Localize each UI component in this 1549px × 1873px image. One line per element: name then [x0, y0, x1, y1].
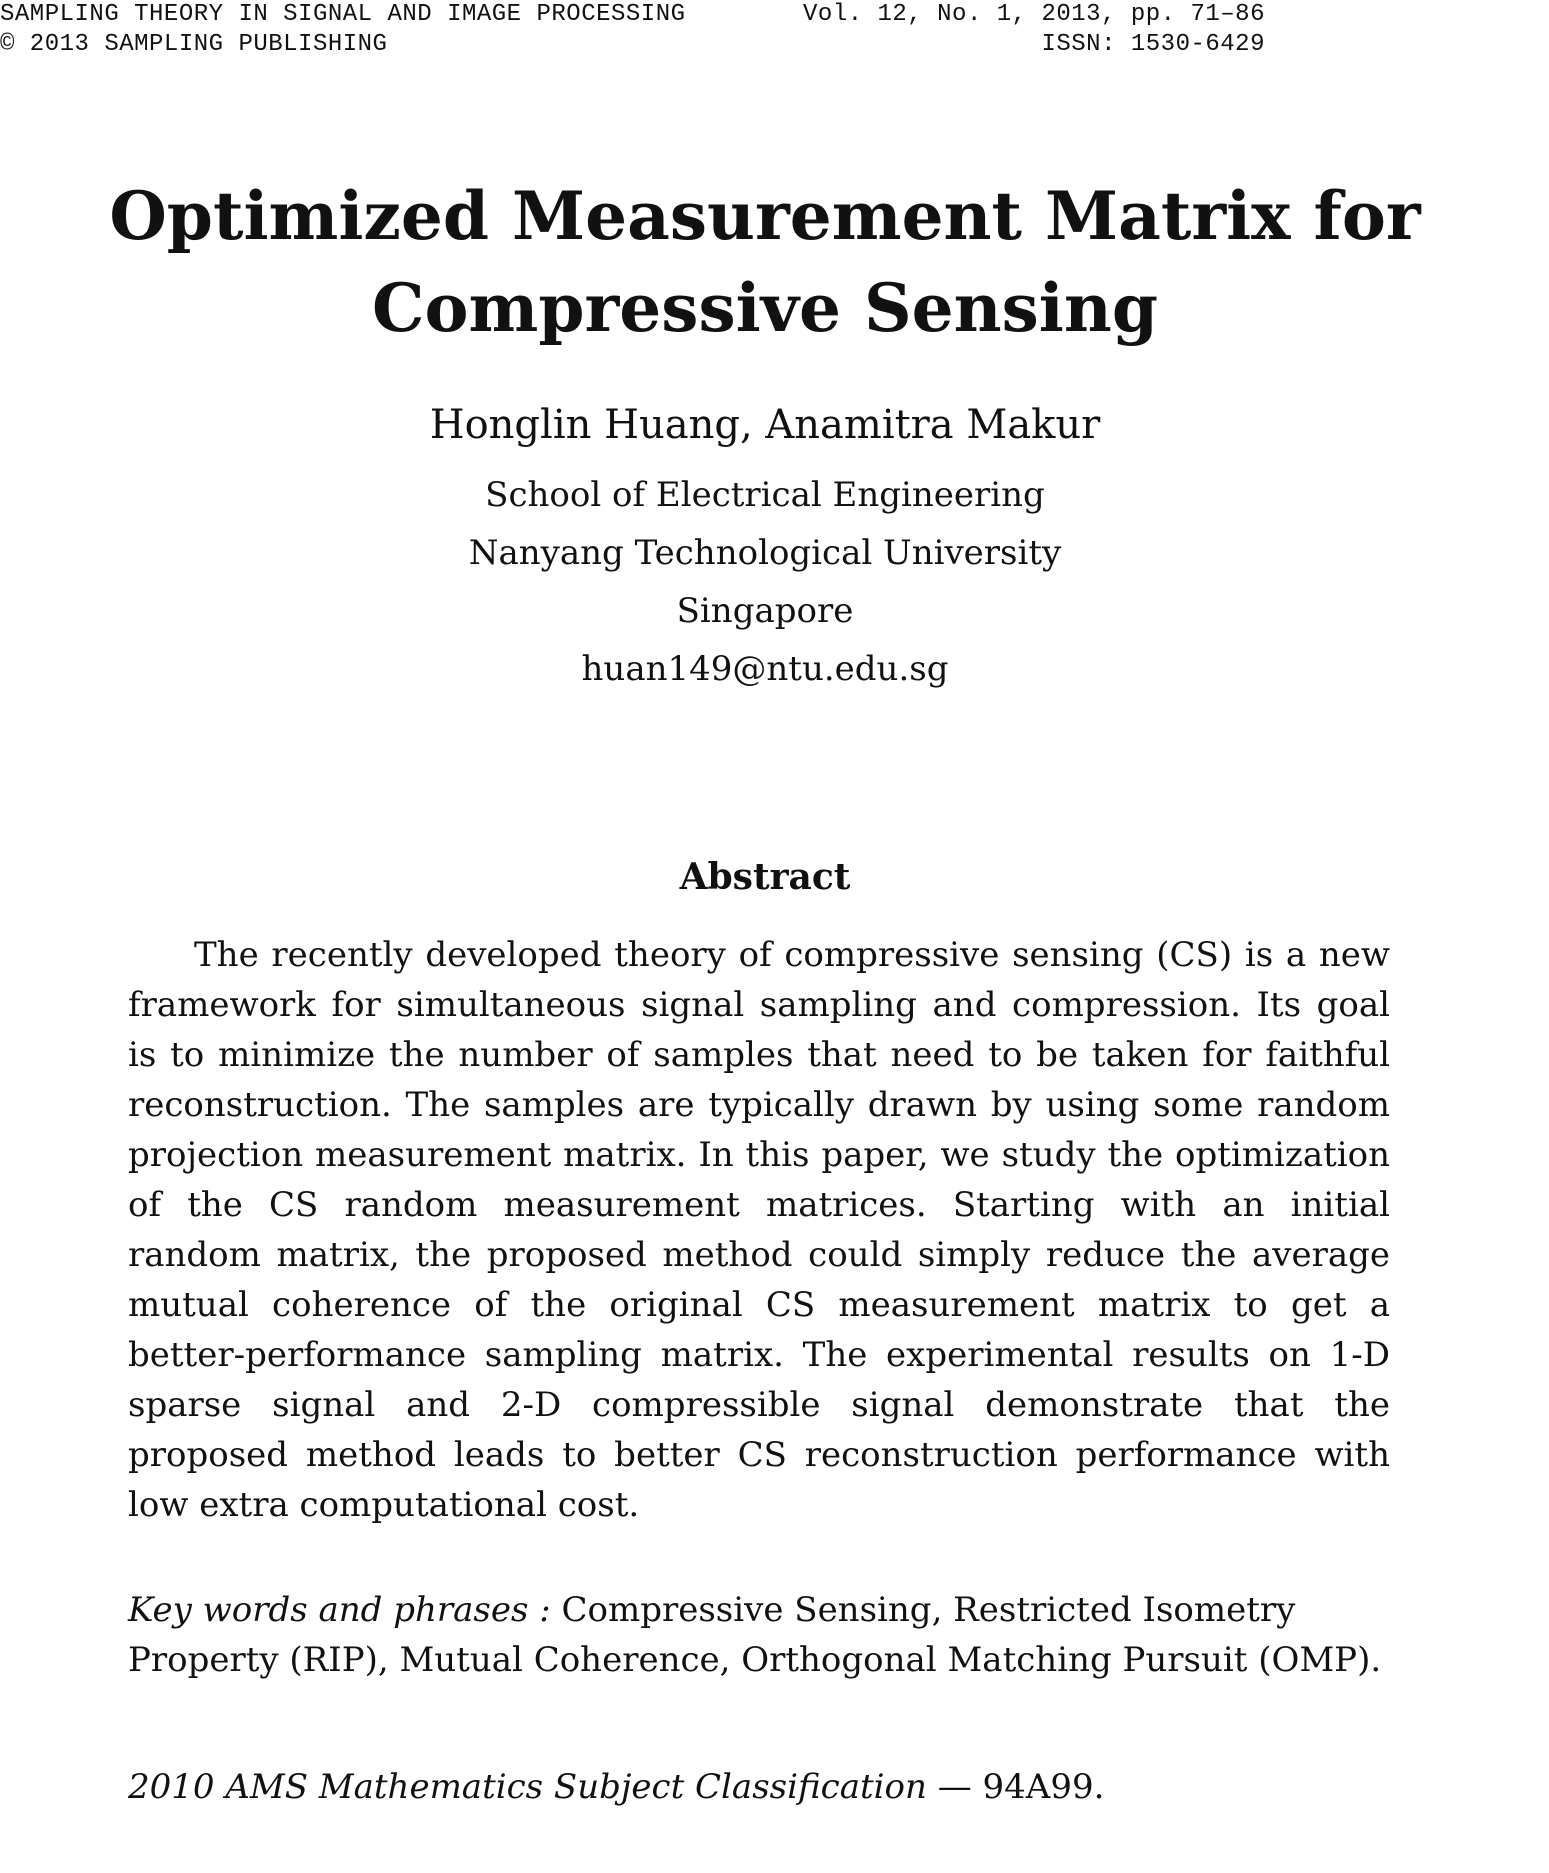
- abstract-heading: Abstract: [679, 856, 851, 898]
- classification-label: 2010 AMS Mathematics Subject Classification: [128, 1767, 927, 1807]
- affiliation-country: Singapore: [676, 591, 854, 631]
- issn: ISSN: 1530-6429: [1041, 31, 1265, 58]
- affiliation-university: Nanyang Technological University: [468, 533, 1062, 573]
- abstract-text: The recently developed theory of compressive sensing (CS) is a new framework for simultaneous signal sampling and compression. Its goal is to minimize the number of samples that need to be taken for faithful reconstruction. The samples are typically drawn by using some random projection measurement matrix. In this paper, we study the optimization of the CS random measurement matrices. Starting with an initial random matrix, the proposed method could simply reduce the average mutual coherence of the original CS measurement matrix to get a better-performance sampling matrix. The experimental results on 1-D sparse signal and 2-D compressible signal demonstrate that the proposed method leads to better CS reconstruction performance with low extra computational cost.: [128, 935, 1390, 1525]
- copyright-notice: © 2013 SAMPLING PUBLISHING: [0, 31, 388, 58]
- running-header-left: [0, 0, 686, 60]
- classification-separator: —: [937, 1767, 972, 1807]
- classification-code: 94A99.: [982, 1767, 1105, 1807]
- journal-name: SAMPLING THEORY IN SIGNAL AND IMAGE PROCESSING: [0, 1, 686, 28]
- volume-info: Vol. 12, No. 1, 2013, pp. 71–86: [803, 1, 1265, 28]
- paper-title: [80, 170, 1450, 354]
- keywords-label: Key words and phrases :: [128, 1590, 551, 1630]
- subject-classification: [128, 1762, 1448, 1812]
- affiliation-block: [80, 466, 1450, 698]
- title-line-2: Compressive Sensing: [371, 269, 1158, 347]
- keywords-block: [128, 1585, 1448, 1685]
- keywords-text: Compressive Sensing, Restricted Isometry Property (RIP), Mutual Coherence, Orthogonal Matching Pursuit (OMP).: [128, 1590, 1382, 1680]
- author-email: huan149@ntu.edu.sg: [581, 649, 949, 689]
- affiliation-school: School of Electrical Engineering: [485, 475, 1045, 515]
- title-line-1: Optimized Measurement Matrix for: [109, 177, 1421, 255]
- author-list: Honglin Huang, Anamitra Makur: [429, 402, 1101, 448]
- running-header-right: [803, 0, 1265, 60]
